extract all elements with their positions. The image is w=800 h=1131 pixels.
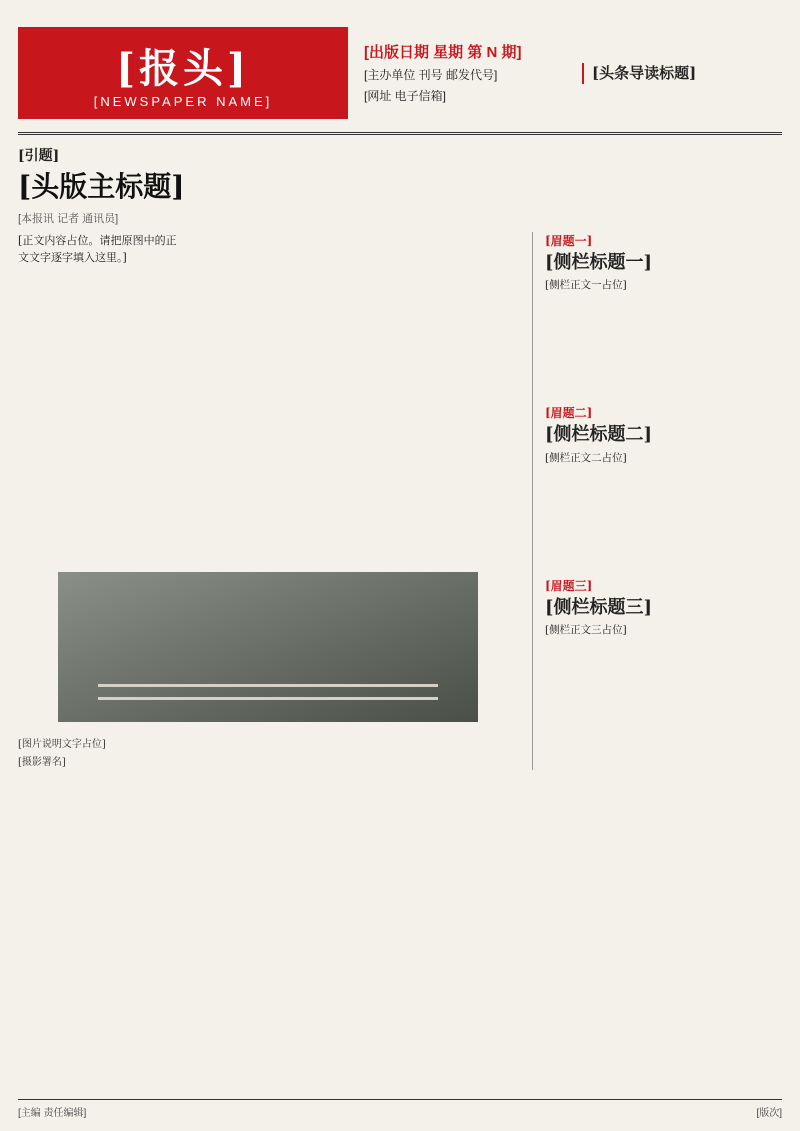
side-kicker: [眉题三] — [545, 578, 593, 593]
side-story — [545, 232, 782, 390]
side-kicker: [眉题二] — [545, 406, 593, 421]
issue-date: [出版日期 星期 第 N 期] — [364, 43, 522, 61]
main-kicker: [引题] — [18, 148, 60, 164]
side-story — [545, 577, 782, 735]
content-grid — [18, 232, 782, 770]
edition-info — [364, 40, 566, 106]
main-body: [正文内容占位。请把原图中的正文文字逐字填入这里。] — [18, 234, 177, 265]
side-kicker: [眉题一] — [545, 234, 593, 248]
side-column — [532, 232, 782, 770]
side-story — [545, 404, 782, 562]
photo-credit: [摄影署名] — [18, 757, 66, 768]
newspaper-pinyin: [NEWSPAPER NAME] — [93, 94, 273, 109]
side-headline: [侧栏标题一] — [545, 252, 653, 273]
side-text: [侧栏正文一占位] — [545, 279, 627, 292]
railway-track-graphic — [98, 684, 438, 700]
news-photo — [58, 572, 478, 722]
main-byline: [本报讯 记者 通讯员] — [18, 213, 119, 225]
masthead — [18, 14, 782, 135]
publisher-line: [主办单位 刊号 邮发代号] — [364, 68, 498, 83]
main-headline: [头版主标题] — [18, 170, 185, 203]
page-number: [版次] — [756, 1108, 782, 1119]
side-headline: [侧栏标题三] — [545, 596, 653, 618]
contact-line: [网址 电子信箱] — [364, 88, 447, 103]
photo-caption: [图片说明文字占位] — [18, 739, 106, 750]
newspaper-title: [报头] — [116, 45, 250, 92]
page-footer — [18, 1099, 782, 1119]
lead-teaser: [头条导读标题] — [582, 63, 782, 84]
editor-credit: [主编 责任编辑] — [18, 1108, 87, 1119]
main-story — [18, 232, 518, 770]
side-text: [侧栏正文三占位] — [545, 624, 627, 637]
newspaper-logo — [18, 27, 348, 119]
side-text: [侧栏正文二占位] — [545, 451, 627, 464]
side-headline: [侧栏标题二] — [545, 424, 653, 446]
